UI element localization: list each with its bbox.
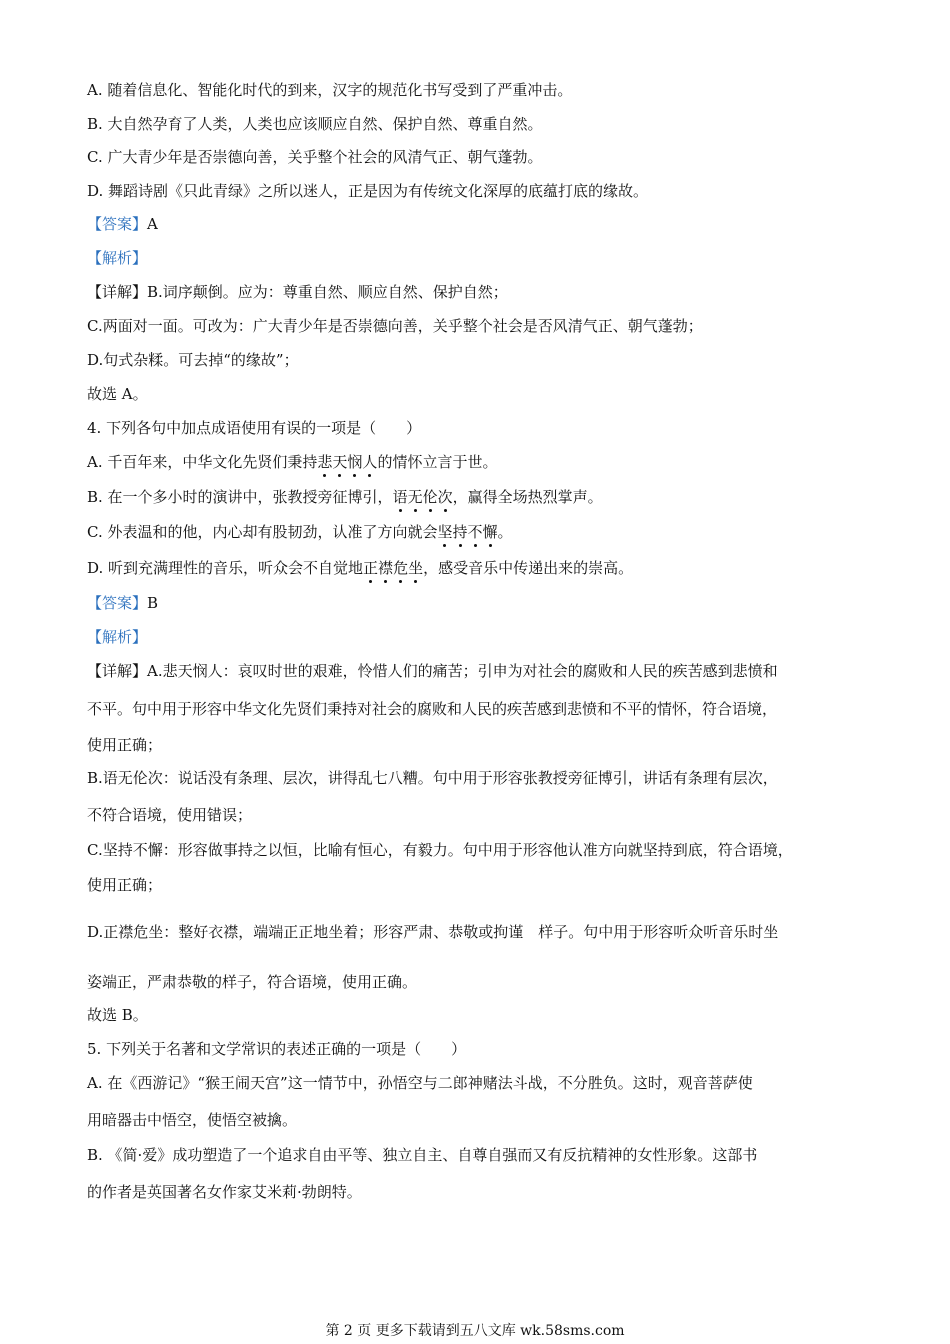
q4-option-b: B. 在一个多小时的演讲中，张教授旁征博引，语无伦次，赢得全场热烈掌声。 xyxy=(87,488,603,506)
answer-tag: 【答案】 xyxy=(87,215,148,233)
emphasis-char: 悲 xyxy=(317,453,333,471)
emphasis-char: 伦 xyxy=(422,488,438,506)
q3-option-d: D. 舞蹈诗剧《只此青绿》之所以迷人，正是因为有传统文化深厚的底蕴打底的缘故。 xyxy=(87,182,649,200)
emphasis-char: 天 xyxy=(332,453,348,471)
q3-detail-c: C.两面对一面。可改为：广大青少年是否崇德向善，关乎整个社会是否风清气正、朝气蓬勃； xyxy=(87,317,703,335)
emphasis-char: 悯 xyxy=(347,453,363,471)
answer-tag: 【答案】 xyxy=(87,594,148,612)
emphasis-char: 正 xyxy=(363,559,379,577)
emphasis-char: 坐 xyxy=(408,559,424,577)
q3-option-c: C. 广大青少年是否崇德向善，关乎整个社会的风清气正、朝气蓬勃。 xyxy=(87,148,543,166)
q4-detail-d-line2: 姿端正，严肃恭敬的样子，符合语境，使用正确。 xyxy=(87,973,418,991)
q3-answer xyxy=(87,214,158,234)
q5-option-a-line1: A. 在《西游记》“猴王闹天宫”这一情节中，孙悟空与二郎神赌法斗战，不分胜负。这时，观音菩萨使 xyxy=(87,1074,753,1092)
detail-tag: 【详解】 xyxy=(87,283,148,301)
q5-stem: 5. 下列关于名著和文学常识的表述正确的一项是（ ） xyxy=(87,1040,467,1058)
emphasis-char: 次 xyxy=(437,488,453,506)
q4-stem: 4. 下列各句中加点成语使用有误的一项是（ ） xyxy=(87,419,422,437)
emphasis-char: 无 xyxy=(407,488,423,506)
answer-value: B xyxy=(147,594,159,612)
q3-conclusion: 故选 A。 xyxy=(87,385,148,403)
q4-detail-a-line3: 使用正确； xyxy=(87,736,163,754)
answer-value: A xyxy=(147,215,158,233)
q4-analysis-tag: 【解析】 xyxy=(87,628,148,646)
emphasis-char: 语 xyxy=(392,488,408,506)
page-footer: 第 2 页 更多下载请到五八文库 wk.58sms.com xyxy=(325,1323,625,1339)
q3-option-a: A. 随着信息化、智能化时代的到来，汉字的规范化书写受到了严重冲击。 xyxy=(87,81,573,99)
q4-detail-b-line1: B.语无伦次：说话没有条理、层次，讲得乱七八糟。句中用于形容张教授旁征博引，讲话有条理有层次， xyxy=(87,769,778,787)
emphasis-char: 懈 xyxy=(482,523,498,541)
q4-option-a: A. 千百年来，中华文化先贤们秉持悲天悯人的情怀立言于世。 xyxy=(87,453,498,471)
emphasis-char: 持 xyxy=(452,523,468,541)
emphasis-char: 不 xyxy=(467,523,483,541)
emphasis-char: 危 xyxy=(393,559,409,577)
q3-detail-d: D.句式杂糅。可去掉“的缘故”； xyxy=(87,351,299,369)
q5-option-a-line2: 用暗器击中悟空，使悟空被擒。 xyxy=(87,1111,298,1129)
emphasis-char: 人 xyxy=(362,453,378,471)
q4-detail-a-line1: 【详解】A.悲天悯人：哀叹时世的艰难，怜惜人们的痛苦；引申为对社会的腐败和人民的疾苦感到悲愤和 xyxy=(87,662,778,680)
q4-detail-c-line2: 使用正确； xyxy=(87,876,163,894)
q3-detail-b: 【详解】B.词序颠倒。应为：尊重自然、顺应自然、保护自然； xyxy=(87,283,508,301)
q4-option-c: C. 外表温和的他，内心却有股韧劲，认准了方向就会坚持不懈。 xyxy=(87,523,513,541)
detail-tag: 【详解】 xyxy=(87,662,148,680)
idiom-dotted xyxy=(317,453,377,471)
idiom-dotted xyxy=(393,488,453,506)
q3-analysis-tag: 【解析】 xyxy=(87,249,148,267)
q3-option-b: B. 大自然孕育了人类，人类也应该顺应自然、保护自然、尊重自然。 xyxy=(87,115,543,133)
emphasis-char: 坚 xyxy=(437,523,453,541)
q4-answer xyxy=(87,593,158,613)
q4-option-d: D. 听到充满理性的音乐，听众会不自觉地正襟危坐，感受音乐中传递出来的崇高。 xyxy=(87,559,634,577)
q5-option-b-line1: B. 《简·爱》成功塑造了一个追求自由平等、独立自主、自尊自强而又有反抗精神的女性形象。这部书 xyxy=(87,1146,758,1164)
q4-detail-d-line1: D.正襟危坐：整好衣襟，端端正正地坐着；形容严肃、恭敬或拘谨 样子。句中用于形容听众听音乐时坐 xyxy=(87,923,779,941)
q5-option-b-line2: 的作者是英国著名女作家艾米莉·勃朗特。 xyxy=(87,1183,362,1201)
idiom-dotted xyxy=(363,559,423,577)
idiom-dotted xyxy=(437,523,497,541)
q4-detail-b-line2: 不符合语境，使用错误； xyxy=(87,806,253,824)
q4-detail-c-line1: C.坚持不懈：形容做事持之以恒，比喻有恒心，有毅力。句中用于形容他认准方向就坚持到底，符合语境， xyxy=(87,841,793,859)
emphasis-char: 襟 xyxy=(378,559,394,577)
q4-detail-a-line2: 不平。句中用于形容中华文化先贤们秉持对社会的腐败和人民的疾苦感到悲愤和不平的情怀，符合语境， xyxy=(87,700,778,718)
q4-conclusion: 故选 B。 xyxy=(87,1006,148,1024)
